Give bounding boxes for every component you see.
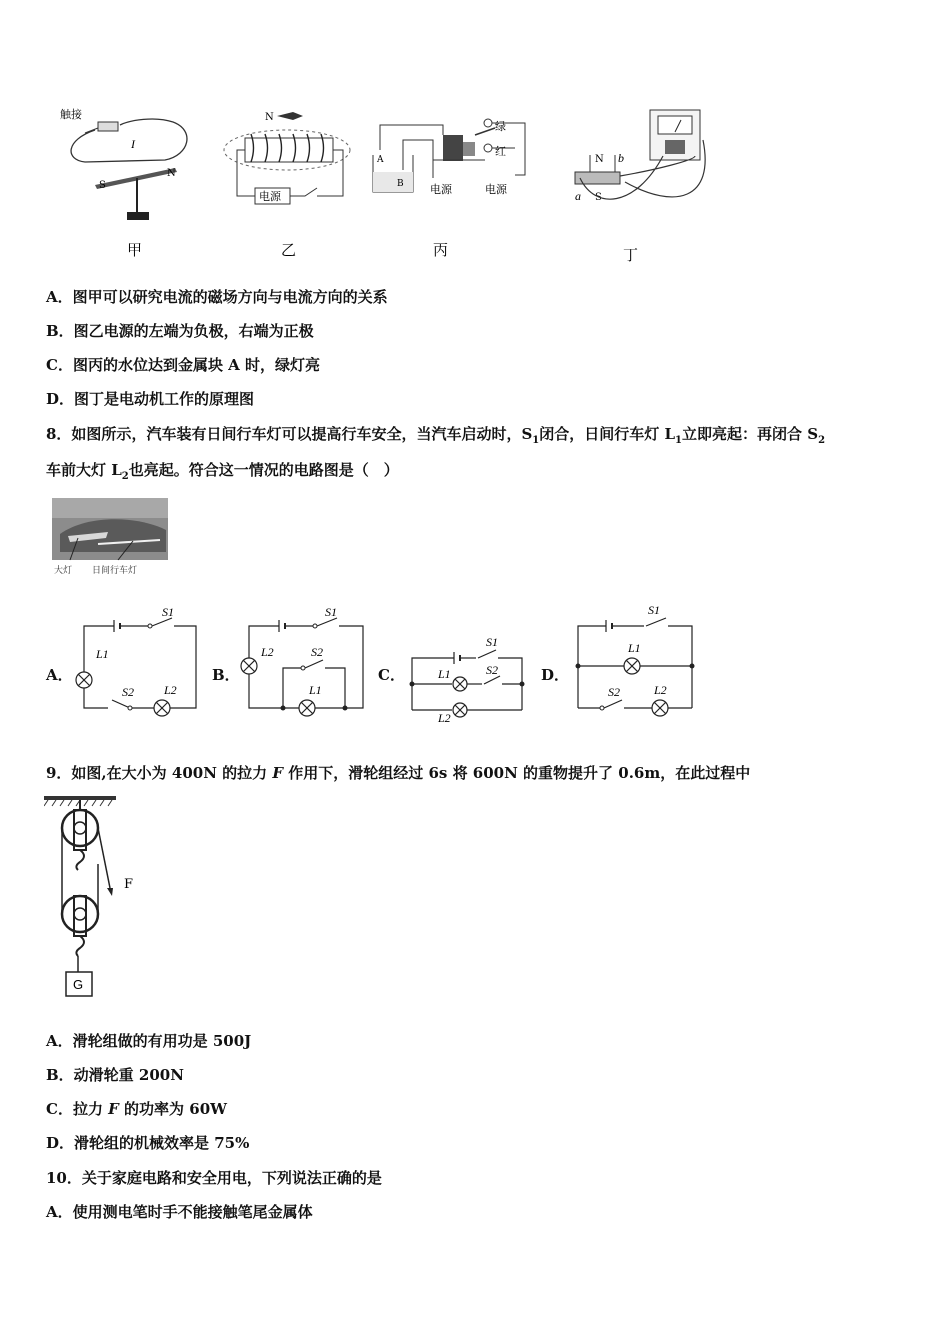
ding-label-n: N	[595, 154, 604, 165]
circuit-a-s1: S1	[162, 605, 174, 619]
q7-option-a: A．图甲可以研究电流的磁场方向与电流方向的关系	[46, 288, 388, 306]
yi-label-n: N	[265, 112, 274, 123]
q9-option-b: B．动滑轮重 200N	[46, 1066, 184, 1084]
q9-stem: 9．如图,在大小为 400N 的拉力 F 作用下，滑轮组经过 6s 将 600N 的重物提升了 0.6m，在此过程中	[46, 764, 751, 782]
bing-label-b: B	[397, 179, 404, 189]
jia-label-i: I	[131, 137, 135, 151]
circuit-b-l2: L2	[261, 645, 274, 659]
circuit-c-s1: S1	[486, 635, 498, 649]
circuit-c-s2: S2	[486, 663, 498, 677]
q10-option-a: A．使用测电笔时手不能接触笔尾金属体	[46, 1203, 313, 1221]
figure-yi	[224, 112, 350, 259]
circuit-b-s1: S1	[325, 605, 337, 619]
jia-label-n: N	[167, 168, 176, 179]
figure-ding	[575, 110, 705, 264]
circuit-d-l1: L1	[628, 641, 641, 655]
q9-option-c: C．拉力 F 的功率为 60W	[46, 1100, 227, 1118]
bing-label-red: 红	[495, 145, 506, 158]
q8-option-c-label: C．	[378, 666, 405, 684]
ding-label-b: b	[618, 151, 624, 165]
jia-label-s: S	[99, 180, 106, 191]
circuit-a-l2: L2	[164, 683, 177, 697]
circuit-b-s2: S2	[311, 645, 323, 659]
caption-bing: 丙	[433, 241, 449, 259]
circuit-b-l1: L1	[309, 683, 322, 697]
q8-option-b-label: B．	[212, 666, 240, 684]
circuit-d-s1: S1	[648, 603, 660, 617]
circuit-c-l1: L1	[438, 667, 451, 681]
q10-stem: 10．关于家庭电路和安全用电，下列说法正确的是	[46, 1169, 382, 1187]
q8-stem-line2: 车前大灯 $L_2$也亮起。符合这一情况的电路图是（ ）	[46, 461, 399, 482]
circuit-d	[566, 600, 702, 726]
bing-label-power1: 电源	[430, 183, 452, 196]
q9-option-d: D．滑轮组的机械效率是 75%	[46, 1134, 250, 1152]
q8-option-d-label: D．	[541, 666, 570, 684]
q7-figure	[55, 100, 725, 270]
figure-jia	[60, 107, 187, 259]
caption-yi: 乙	[281, 241, 297, 259]
circuit-d-l2: L2	[654, 683, 667, 697]
q7-option-c: C．图丙的水位达到金属块 A 时，绿灯亮	[46, 356, 321, 374]
circuit-c	[404, 628, 536, 726]
bing-label-green: 绿	[495, 120, 506, 133]
caption-jia: 甲	[127, 241, 143, 259]
circuit-a	[72, 600, 208, 726]
circuit-a-s2: S2	[122, 685, 134, 699]
circuit-b	[237, 600, 373, 726]
figure-bing	[373, 119, 525, 259]
circuit-c-l2: L2	[438, 711, 451, 725]
circuit-a-l1: L1	[96, 647, 109, 661]
caption-ding: 丁	[623, 246, 639, 264]
force-label: F	[124, 877, 134, 892]
q8-option-a-label: A．	[46, 666, 73, 684]
q7-option-d: D．图丁是电动机工作的原理图	[46, 390, 255, 408]
circuit-d-s2: S2	[608, 685, 620, 699]
weight-label: G	[73, 977, 84, 992]
ding-label-s: S	[595, 192, 602, 203]
q8-stem-line1: 8．如图所示，汽车装有日间行车灯可以提高行车安全，当汽车启动时，$S_1$闭合，日间行车灯 $L_1$立即亮起：再闭合 $S_2$	[46, 425, 826, 446]
bing-label-a: A	[377, 155, 384, 165]
car-photo	[48, 494, 172, 580]
q9-option-a: A．滑轮组做的有用功是 500J	[46, 1032, 252, 1050]
ding-label-a: a	[575, 189, 581, 203]
q7-option-b: B．图乙电源的左端为负极，右端为正极	[46, 322, 314, 340]
pulley-figure	[44, 796, 144, 1000]
photo-caption-daytime-light: 日间行车灯	[92, 566, 138, 576]
bing-label-power2: 电源	[485, 183, 507, 196]
yi-label-power: 电源	[259, 190, 281, 203]
jia-label-touch: 触接	[60, 108, 82, 121]
photo-caption-headlight: 大灯	[54, 566, 73, 576]
